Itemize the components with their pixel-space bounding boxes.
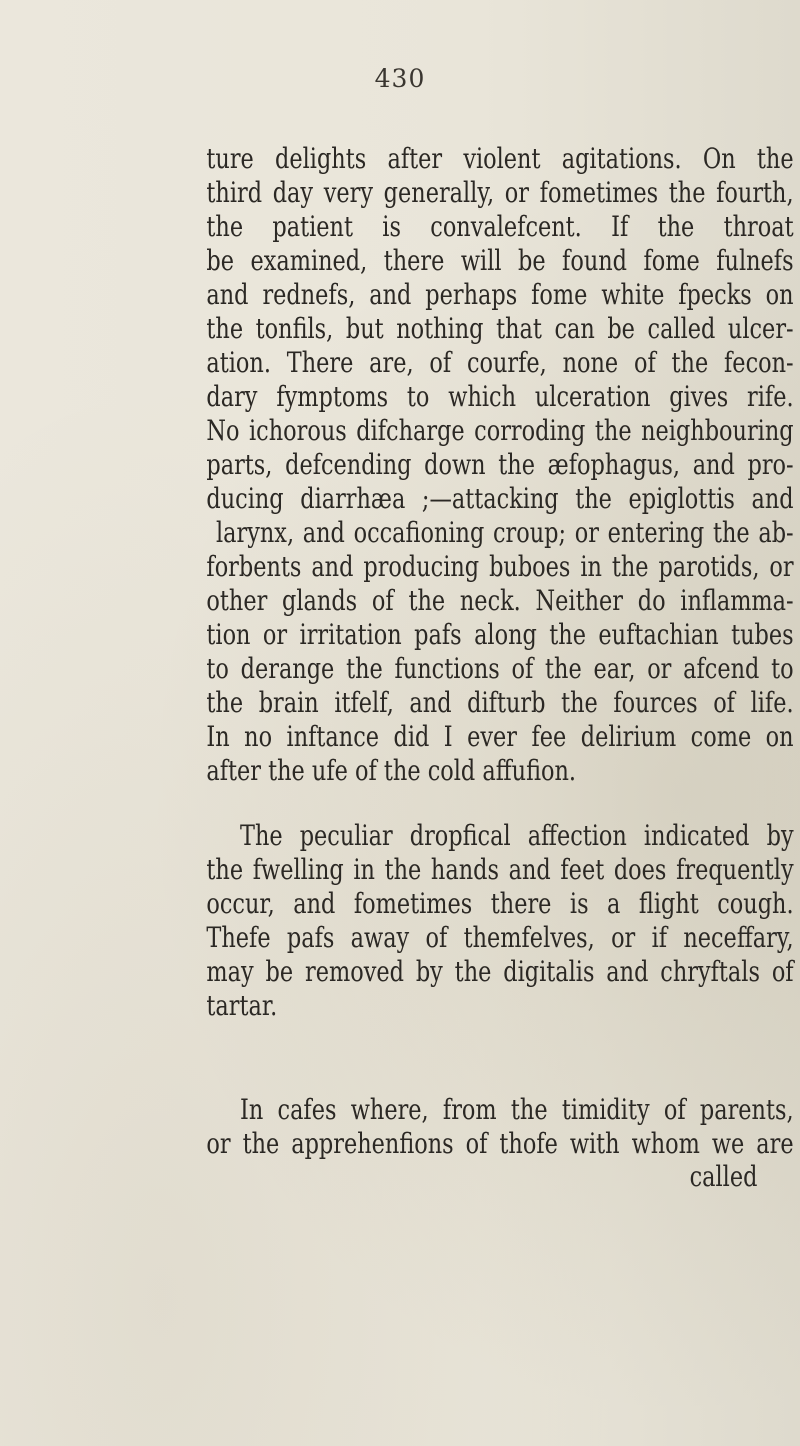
text-line: the brain itfelf, and difturb the fources of life. xyxy=(206,686,794,719)
text-line: ture delights after violent agitations. On the xyxy=(206,142,794,175)
text-line: larynx, and occafioning croup; or entering the ab- xyxy=(216,516,794,549)
text-line: third day very generally, or fometimes the fourth, xyxy=(206,176,794,209)
text-line: Thefe pafs away of themfelves, or if neceffary, xyxy=(206,921,794,954)
text-line: In cafes where, from the timidity of parents, xyxy=(240,1093,794,1126)
text-line: parts, defcending down the æfophagus, and pro- xyxy=(206,448,794,481)
catchword: called xyxy=(689,1160,758,1193)
text-line: other glands of the neck. Neither do inflamma- xyxy=(206,584,794,617)
text-line: ducing diarrhæa ;—attacking the epiglottis and xyxy=(206,482,794,515)
text-line: after the ufe of the cold affufion. xyxy=(206,754,577,787)
text-line: be examined, there will be found fome fulnefs xyxy=(206,244,794,277)
text-line: dary fymptoms to which ulceration gives rife. xyxy=(206,380,794,413)
text-line: or the apprehenfions of thofe with whom we are xyxy=(206,1127,794,1160)
page-number: 430 xyxy=(374,64,426,93)
text-line: The peculiar dropfical affection indicated by xyxy=(240,819,794,852)
text-line: the tonfils, but nothing that can be called ulcer- xyxy=(206,312,794,345)
text-line: the patient is convalefcent. If the throat xyxy=(206,210,794,243)
text-line: tion or irritation pafs along the euftachian tubes xyxy=(206,618,794,651)
text-line: ation. There are, of courfe, none of the fecon- xyxy=(206,346,794,379)
text-line: may be removed by the digitalis and chryftals of xyxy=(206,955,794,988)
text-line: In no inftance did I ever fee delirium come on xyxy=(206,720,794,753)
text-line: tartar. xyxy=(206,989,278,1022)
text-line: forbents and producing buboes in the parotids, or xyxy=(206,550,794,583)
text-line: No ichorous difcharge corroding the neighbouring xyxy=(206,414,794,447)
text-line: occur, and fometimes there is a flight cough. xyxy=(206,887,794,920)
text-line: to derange the functions of the ear, or afcend to xyxy=(206,652,794,685)
text-line: and rednefs, and perhaps fome white fpecks on xyxy=(206,278,794,311)
text-line: the fwelling in the hands and feet does frequently xyxy=(206,853,794,886)
